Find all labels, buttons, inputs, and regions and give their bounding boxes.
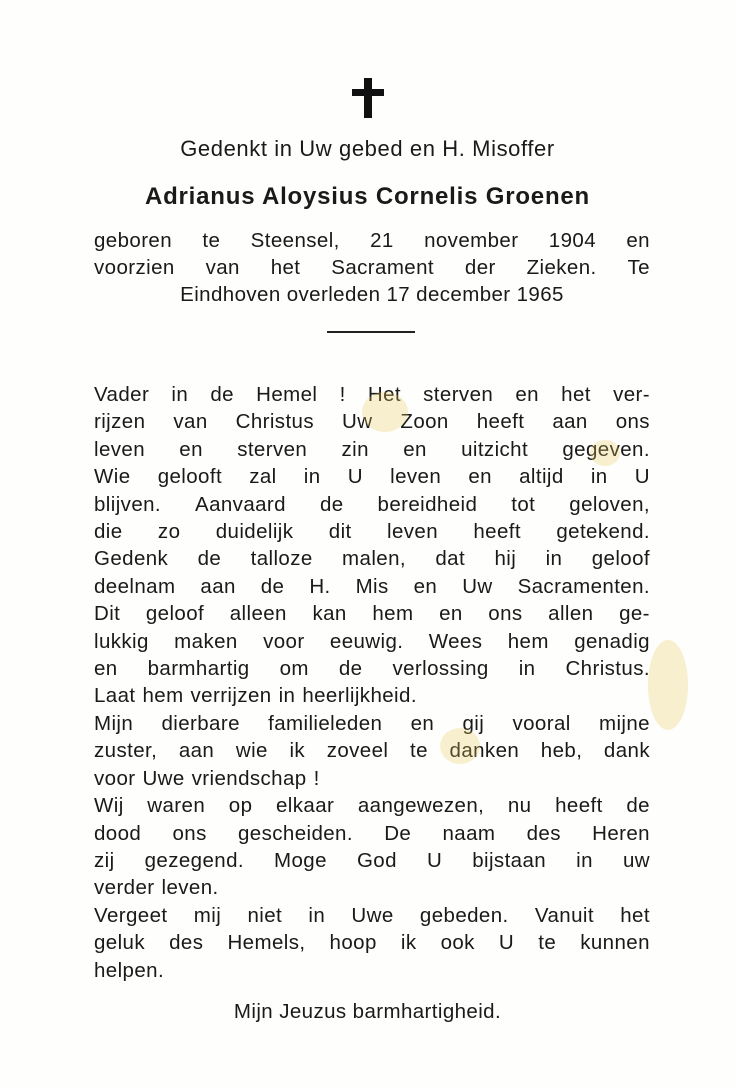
word: alleen	[229, 602, 287, 626]
word: wie	[235, 739, 268, 763]
word: Wees	[428, 629, 483, 653]
word: de	[210, 383, 234, 406]
word: mijne	[598, 711, 650, 735]
text-line	[94, 254, 650, 281]
word: Aanvaard	[195, 492, 286, 516]
word: rijzen	[94, 410, 146, 434]
word: der	[464, 256, 496, 279]
word: leven	[387, 520, 439, 544]
word: Laat	[94, 684, 136, 708]
word: bereidheid	[377, 492, 478, 516]
word: lukkig	[94, 629, 149, 653]
paper-stain	[590, 440, 620, 466]
word: de	[626, 794, 650, 818]
word: Hemel	[256, 383, 318, 406]
word: kunnen	[580, 931, 650, 955]
text-line	[94, 600, 650, 627]
word: en	[179, 437, 203, 461]
word: in	[590, 465, 608, 489]
word: hem	[142, 684, 184, 708]
word: Wij	[94, 794, 124, 818]
text-line	[94, 682, 650, 709]
word: getekend.	[556, 520, 650, 544]
closing-line: Mijn Jeuzus barmhartigheid.	[233, 1000, 502, 1023]
word: zal	[249, 465, 277, 489]
prayer-text	[94, 381, 650, 984]
text-line	[94, 765, 650, 792]
word: verder	[94, 876, 155, 900]
word: mij	[193, 903, 222, 927]
word: U	[634, 465, 650, 489]
text-line	[94, 463, 650, 490]
word: heeft	[555, 794, 603, 818]
word: Zieken.	[526, 256, 597, 279]
word: dood	[94, 821, 142, 845]
word: des	[526, 821, 561, 845]
word: het	[270, 256, 301, 279]
word: leven	[94, 437, 146, 461]
word: danken	[449, 739, 520, 763]
word: U	[426, 848, 443, 872]
word: zoveel	[326, 739, 389, 763]
text-line	[94, 929, 650, 956]
word: sterven	[423, 383, 494, 406]
word: Het	[367, 383, 401, 406]
word: en	[468, 465, 492, 489]
text-line	[94, 957, 650, 984]
word: hoop	[329, 931, 377, 955]
word: het	[620, 903, 650, 927]
word: voor	[94, 766, 136, 790]
word: Mijn	[94, 711, 134, 735]
word: U	[347, 465, 363, 489]
word: Steensel,	[250, 229, 340, 252]
word: op	[228, 794, 253, 818]
word: Zoon	[400, 410, 449, 434]
word: Vanuit	[534, 903, 594, 927]
word: te	[202, 229, 221, 252]
cross-icon	[350, 78, 386, 118]
word: uitzicht	[461, 437, 529, 461]
word: het	[561, 383, 591, 406]
word: De	[384, 821, 412, 845]
word: zij	[94, 848, 115, 872]
prayer-header: Gedenkt in Uw gebed en H. Misoffer	[180, 136, 555, 161]
word: bijstaan	[472, 848, 547, 872]
word: en	[403, 437, 427, 461]
word: dierbare	[161, 711, 240, 735]
word: kan	[312, 602, 347, 626]
text-line	[94, 227, 650, 254]
word: Eindhoven overleden 17 december 1965	[180, 283, 564, 306]
biography	[94, 227, 650, 308]
deceased-name: Adrianus Aloysius Cornelis Groenen	[144, 183, 591, 210]
word: in	[303, 465, 321, 489]
word: hem	[507, 629, 549, 653]
word: de	[338, 657, 363, 681]
word: Christus.	[565, 657, 650, 681]
paper-stain	[648, 640, 688, 730]
word: gij	[462, 711, 485, 735]
word: aangewezen,	[357, 794, 485, 818]
word: heerlijkheid.	[302, 684, 417, 708]
word: waren	[147, 794, 206, 818]
word: heb,	[540, 739, 583, 763]
word: en	[413, 574, 438, 598]
text-line	[94, 518, 650, 545]
word: te	[409, 739, 428, 763]
text-line	[94, 820, 650, 847]
text-line	[94, 628, 650, 655]
word: Hemels,	[227, 931, 306, 955]
text-line	[94, 655, 650, 682]
paper-stain	[362, 392, 408, 432]
word: Uw	[342, 410, 373, 434]
word: Dit	[94, 602, 121, 626]
word: tot	[511, 492, 536, 516]
word: ver-	[613, 383, 650, 406]
word: dit	[328, 520, 352, 544]
word: malen,	[342, 547, 406, 571]
text-line	[94, 281, 650, 308]
word: ge-	[619, 602, 650, 626]
word: allen	[548, 602, 594, 626]
word: maken	[174, 629, 238, 653]
word: heeft	[476, 410, 525, 434]
word: hem	[372, 602, 414, 626]
word: Te	[627, 256, 650, 279]
word: in	[308, 903, 326, 927]
word: voor	[263, 629, 305, 653]
word: talloze	[250, 547, 313, 571]
word: Vergeet	[94, 903, 168, 927]
word: Vader	[94, 383, 150, 406]
word: gebeden.	[419, 903, 509, 927]
word: en	[626, 229, 650, 252]
word: vooral	[512, 711, 571, 735]
word: geboren	[94, 229, 173, 252]
word: en	[515, 383, 539, 406]
word: en	[410, 711, 435, 735]
word: gelooft	[157, 465, 223, 489]
text-line	[94, 792, 650, 819]
word: familieleden	[268, 711, 383, 735]
text-line	[94, 491, 650, 518]
paper-stain	[440, 728, 480, 764]
word: uw	[622, 848, 650, 872]
word: ik	[400, 931, 417, 955]
word: en	[94, 657, 118, 681]
word: Christus	[235, 410, 315, 434]
word: geloven,	[569, 492, 650, 516]
word: aan	[552, 410, 588, 434]
text-line	[94, 874, 650, 901]
word: vriendschap	[191, 766, 307, 790]
word: elkaar	[276, 794, 335, 818]
word: altijd	[519, 465, 564, 489]
word: in	[171, 383, 189, 406]
word: aan	[178, 739, 215, 763]
word: helpen.	[94, 958, 165, 982]
word: aan	[200, 574, 236, 598]
word: des	[169, 931, 204, 955]
word: H.	[309, 574, 331, 598]
word: dat	[435, 547, 466, 571]
word: de	[319, 492, 344, 516]
word: Sacramenten.	[517, 574, 650, 598]
word: om	[279, 657, 309, 681]
text-line	[94, 902, 650, 929]
word: Wie	[94, 465, 131, 489]
word: van	[173, 410, 208, 434]
word: in	[545, 547, 563, 571]
word: verrijzen	[190, 684, 272, 708]
word: november	[424, 229, 519, 252]
word: ons	[615, 410, 650, 434]
word: die	[94, 520, 123, 544]
text-line	[94, 573, 650, 600]
word: en	[439, 602, 463, 626]
word: geluk	[94, 931, 146, 955]
word: Uwe	[351, 903, 394, 927]
word: hij	[494, 547, 517, 571]
word: gezegend.	[144, 848, 244, 872]
word: !	[339, 383, 346, 406]
word: ook	[440, 931, 475, 955]
word: Gedenk	[94, 547, 169, 571]
word: in	[278, 684, 296, 708]
word: heeft	[473, 520, 521, 544]
word: zin	[341, 437, 369, 461]
word: geloof	[145, 602, 205, 626]
word: Uwe	[142, 766, 185, 790]
word: naam	[442, 821, 496, 845]
word: leven	[390, 465, 442, 489]
word: God	[356, 848, 397, 872]
word: 21	[370, 229, 394, 252]
word: de	[260, 574, 285, 598]
word: barmhartig	[147, 657, 250, 681]
word: niet	[247, 903, 283, 927]
text-line	[94, 436, 650, 463]
word: in	[576, 848, 593, 872]
word: te	[538, 931, 557, 955]
word: ik	[289, 739, 306, 763]
word: dank	[603, 739, 650, 763]
word: 1904	[548, 229, 597, 252]
word: U	[498, 931, 515, 955]
word: de	[197, 547, 222, 571]
word: sterven	[237, 437, 308, 461]
text-line	[94, 847, 650, 874]
word: duidelijk	[215, 520, 294, 544]
word: verlossing	[392, 657, 489, 681]
word: zo	[157, 520, 181, 544]
word: nu	[507, 794, 532, 818]
word: voorzien	[94, 256, 175, 279]
word: Moge	[274, 848, 327, 872]
word: leven.	[161, 876, 219, 900]
word: gescheiden.	[237, 821, 353, 845]
word: gegeven.	[562, 437, 650, 461]
word: eeuwig.	[329, 629, 404, 653]
word: Sacrament	[331, 256, 435, 279]
text-line	[94, 737, 650, 764]
word: genadig	[574, 629, 650, 653]
word: van	[205, 256, 240, 279]
word: Uw	[462, 574, 493, 598]
text-line	[94, 545, 650, 572]
word: ons	[488, 602, 523, 626]
text-line	[94, 710, 650, 737]
word: Heren	[592, 821, 650, 845]
word: zuster,	[94, 739, 158, 763]
divider	[327, 331, 415, 333]
word: in	[518, 657, 536, 681]
word: deelnam	[94, 574, 176, 598]
word: ons	[172, 821, 207, 845]
word: geloof	[591, 547, 650, 571]
word: !	[313, 766, 320, 790]
word: blijven.	[94, 492, 162, 516]
word: Mis	[355, 574, 389, 598]
